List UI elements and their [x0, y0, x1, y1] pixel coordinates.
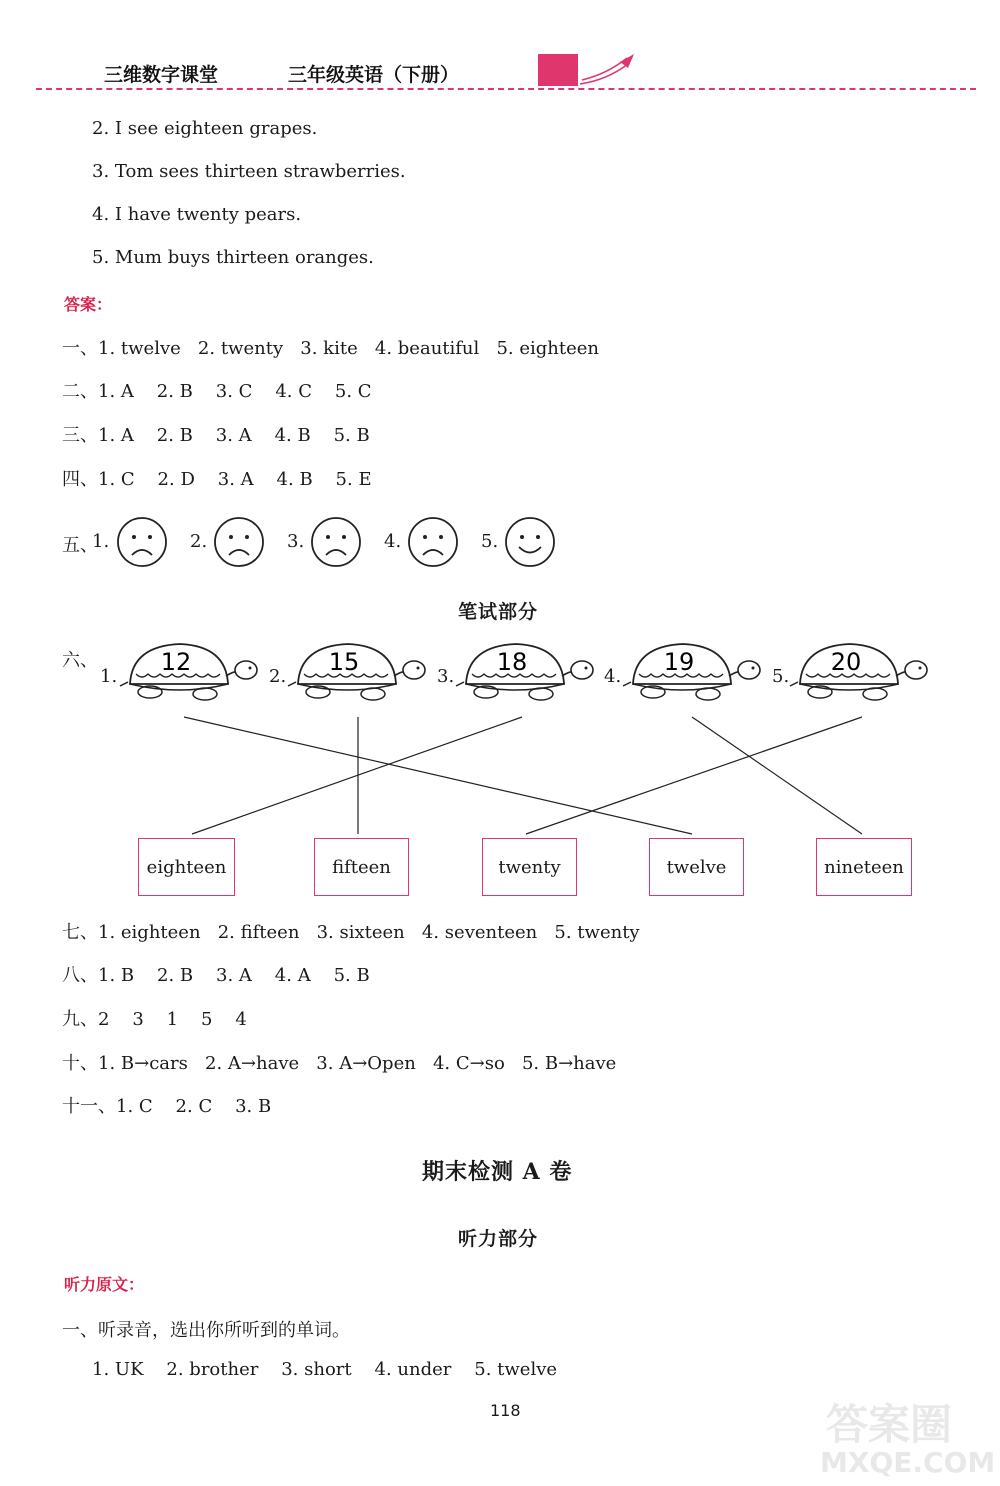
- face-label: 1.: [92, 531, 110, 552]
- question-1-items: 1. UK 2. brother 3. short 4. under 5. twelve: [92, 1359, 558, 1380]
- question-1-instruction: 一、听录音，选出你所听到的单词。: [62, 1320, 350, 1341]
- word-box: eighteen: [138, 838, 235, 896]
- turtle-number: 12: [160, 648, 192, 676]
- sad-face-icon: [211, 514, 267, 570]
- answer-line-5-prefix: 五、: [62, 535, 98, 556]
- word-box: twelve: [649, 838, 744, 896]
- answers-heading: 答案：: [64, 295, 113, 314]
- sad-face-icon: [308, 514, 364, 570]
- answer-line-11: 十一、1. C 2. C 3. B: [62, 1096, 272, 1117]
- turtle-label: 3.: [437, 666, 455, 687]
- turtle-label: 5.: [772, 666, 790, 687]
- header-divider: [36, 88, 976, 90]
- face-label: 3.: [287, 531, 305, 552]
- turtle-number: 15: [328, 648, 360, 676]
- turtle-number: 18: [496, 648, 528, 676]
- answer-line-2: 二、1. A 2. B 3. C 4. C 5. C: [62, 381, 372, 402]
- rocket-icon: [532, 50, 642, 90]
- turtle-number: 19: [663, 648, 695, 676]
- answer-line-4: 四、1. C 2. D 3. A 4. B 5. E: [62, 469, 372, 490]
- word-box: fifteen: [314, 838, 409, 896]
- listening-section-title: 听力部分: [458, 1228, 539, 1250]
- answer-line-9: 九、2 3 1 5 4: [62, 1009, 247, 1030]
- face-label: 5.: [481, 531, 499, 552]
- exam-title: 期末检测 A 卷: [422, 1159, 573, 1185]
- turtle-label: 2.: [269, 666, 287, 687]
- word-box: twenty: [482, 838, 577, 896]
- watermark-text: MXQE.COM: [820, 1446, 996, 1479]
- page-number: 118: [490, 1401, 521, 1420]
- answer-line-3: 三、1. A 2. B 3. A 4. B 5. B: [62, 425, 370, 446]
- answer-line-10: 十、1. B→cars 2. A→have 3. A→Open 4. C→so 5. B→have: [62, 1053, 617, 1074]
- sad-face-icon: [114, 514, 170, 570]
- matching-prefix: 六、: [62, 650, 98, 671]
- answer-line-7: 七、1. eighteen 2. fifteen 3. sixteen 4. seventeen 5. twenty: [62, 922, 640, 943]
- face-label: 4.: [384, 531, 402, 552]
- header-subject: 三年级英语（下册）: [288, 64, 460, 86]
- listening-line: 4. I have twenty pears.: [92, 204, 302, 225]
- matching-diagram: [0, 630, 1000, 850]
- listening-line: 5. Mum buys thirteen oranges.: [92, 247, 374, 268]
- match-line-1-4: [184, 717, 692, 834]
- sad-face-icon: [405, 514, 461, 570]
- written-section-title: 笔试部分: [458, 601, 539, 623]
- face-label: 2.: [190, 531, 208, 552]
- word-box: nineteen: [816, 838, 912, 896]
- match-line-5-3: [526, 717, 862, 834]
- watermark-logo: 答案圈: [826, 1400, 953, 1449]
- answer-line-8: 八、1. B 2. B 3. A 4. A 5. B: [62, 965, 370, 986]
- match-line-4-5: [692, 717, 862, 834]
- answer-line-1: 一、1. twelve 2. twenty 3. kite 4. beautiful 5. eighteen: [62, 338, 600, 359]
- turtle-label: 4.: [604, 666, 622, 687]
- transcript-heading: 听力原文：: [64, 1275, 145, 1294]
- listening-line: 2. I see eighteen grapes.: [92, 118, 318, 139]
- turtle-label: 1.: [100, 666, 118, 687]
- happy-face-icon: [502, 514, 558, 570]
- match-line-3-1: [192, 717, 522, 834]
- listening-line: 3. Tom sees thirteen strawberries.: [92, 161, 406, 182]
- turtle-number: 20: [830, 648, 862, 676]
- header-brand: 三维数字课堂: [104, 64, 219, 86]
